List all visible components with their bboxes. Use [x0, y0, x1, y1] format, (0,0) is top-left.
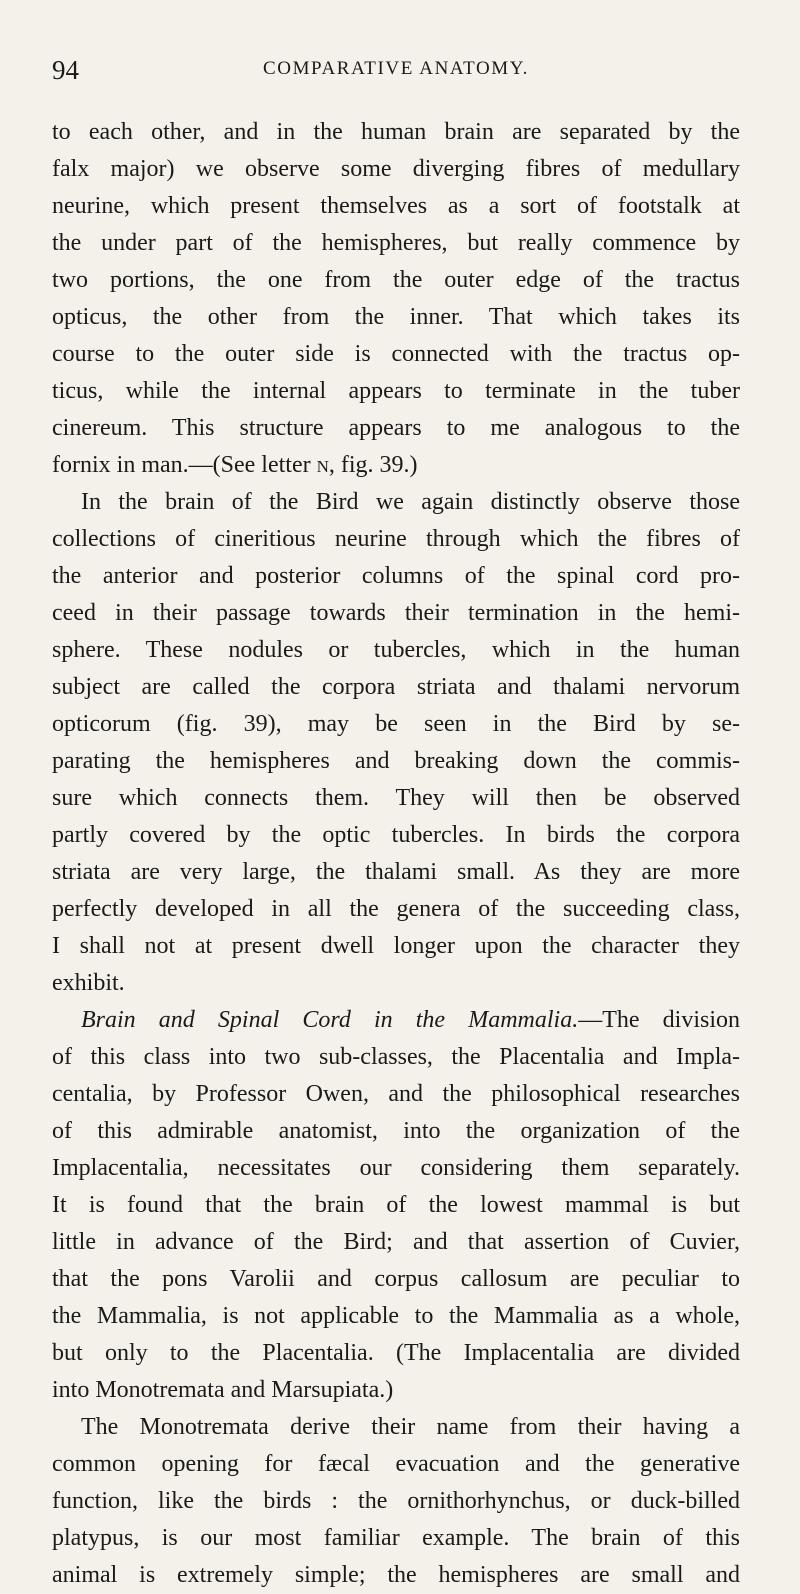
text-fragment: fornix in man.—(See letter	[52, 452, 311, 478]
text-line: into Monotremata and Marsupiata.)	[52, 1377, 394, 1403]
text-line: that the pons Varolii and corpus callosum are peculiar to	[52, 1266, 740, 1292]
text-line: falx major) we observe some diverging fibres of medullary	[52, 156, 740, 182]
text-line: opticus, the other from the inner. That which takes its	[52, 304, 740, 330]
text-line: to each other, and in the human brain are separated by the	[52, 119, 740, 145]
page-number: 94	[52, 55, 79, 85]
text-line: ticus, while the internal appears to terminate in the tuber	[52, 378, 740, 404]
text-line: of this admirable anatomist, into the organization of the	[52, 1118, 740, 1144]
text-line: the Mammalia, is not applicable to the Mammalia as a whole,	[52, 1303, 740, 1329]
text-line: cinereum. This structure appears to me analogous to the	[52, 415, 740, 441]
text-line: neurine, which present themselves as a sort of footstalk at	[52, 193, 740, 219]
text-line: It is found that the brain of the lowest mammal is but	[52, 1192, 740, 1218]
text-line: collections of cineritious neurine through which the fibres of	[52, 526, 740, 552]
text-line: sphere. These nodules or tubercles, which in the human	[52, 637, 740, 663]
text-line: animal is extremely simple; the hemispheres are small and	[52, 1562, 740, 1588]
body-text	[52, 114, 740, 1594]
text-line: The Monotremata derive their name from their having a	[81, 1414, 740, 1440]
text-line	[52, 447, 740, 484]
text-fragment: —The division	[578, 1007, 741, 1033]
figure-reference: , fig. 39.)	[328, 452, 418, 478]
text-line: the under part of the hemispheres, but really commence by	[52, 230, 740, 256]
text-line: I shall not at present dwell longer upon the character they	[52, 933, 740, 959]
running-head	[52, 54, 740, 98]
text-line: striata are very large, the thalami small. As they are more	[52, 859, 740, 885]
text-line: little in advance of the Bird; and that assertion of Cuvier,	[52, 1229, 740, 1255]
text-line: of this class into two sub-classes, the Placentalia and Impla-	[52, 1044, 740, 1070]
section-heading: Brain and Spinal Cord in the Mammalia.	[81, 1007, 579, 1033]
text-line: two portions, the one from the outer edge of the tractus	[52, 267, 740, 293]
text-line: sure which connects them. They will then be observed	[52, 785, 740, 811]
text-line: but only to the Placentalia. (The Implacentalia are divided	[52, 1340, 740, 1366]
text-line: perfectly developed in all the genera of the succeeding class,	[52, 896, 740, 922]
text-line: common opening for fæcal evacuation and the generative	[52, 1451, 740, 1477]
text-line: exhibit.	[52, 970, 125, 996]
text-line: the anterior and posterior columns of the spinal cord pro-	[52, 563, 740, 589]
text-line: In the brain of the Bird we again distinctly observe those	[81, 489, 740, 515]
text-line: opticorum (fig. 39), may be seen in the Bird by se-	[52, 711, 740, 737]
text-line: platypus, is our most familiar example. The brain of this	[52, 1525, 740, 1551]
text-line: ceed in their passage towards their termination in the hemi-	[52, 600, 740, 626]
running-title: COMPARATIVE ANATOMY.	[262, 58, 530, 79]
text-line: Implacentalia, necessitates our considering them separately.	[52, 1155, 740, 1181]
text-line: centalia, by Professor Owen, and the philosophical researches	[52, 1081, 740, 1107]
text-line: parating the hemispheres and breaking down the commis-	[52, 748, 740, 774]
letter-reference: n	[316, 452, 329, 478]
text-line	[52, 1002, 740, 1039]
text-line: function, like the birds : the ornithorhynchus, or duck-billed	[52, 1488, 740, 1514]
text-line: course to the outer side is connected with the tractus op-	[52, 341, 740, 367]
text-line: subject are called the corpora striata and thalami nervorum	[52, 674, 740, 700]
text-line: partly covered by the optic tubercles. In birds the corpora	[52, 822, 740, 848]
